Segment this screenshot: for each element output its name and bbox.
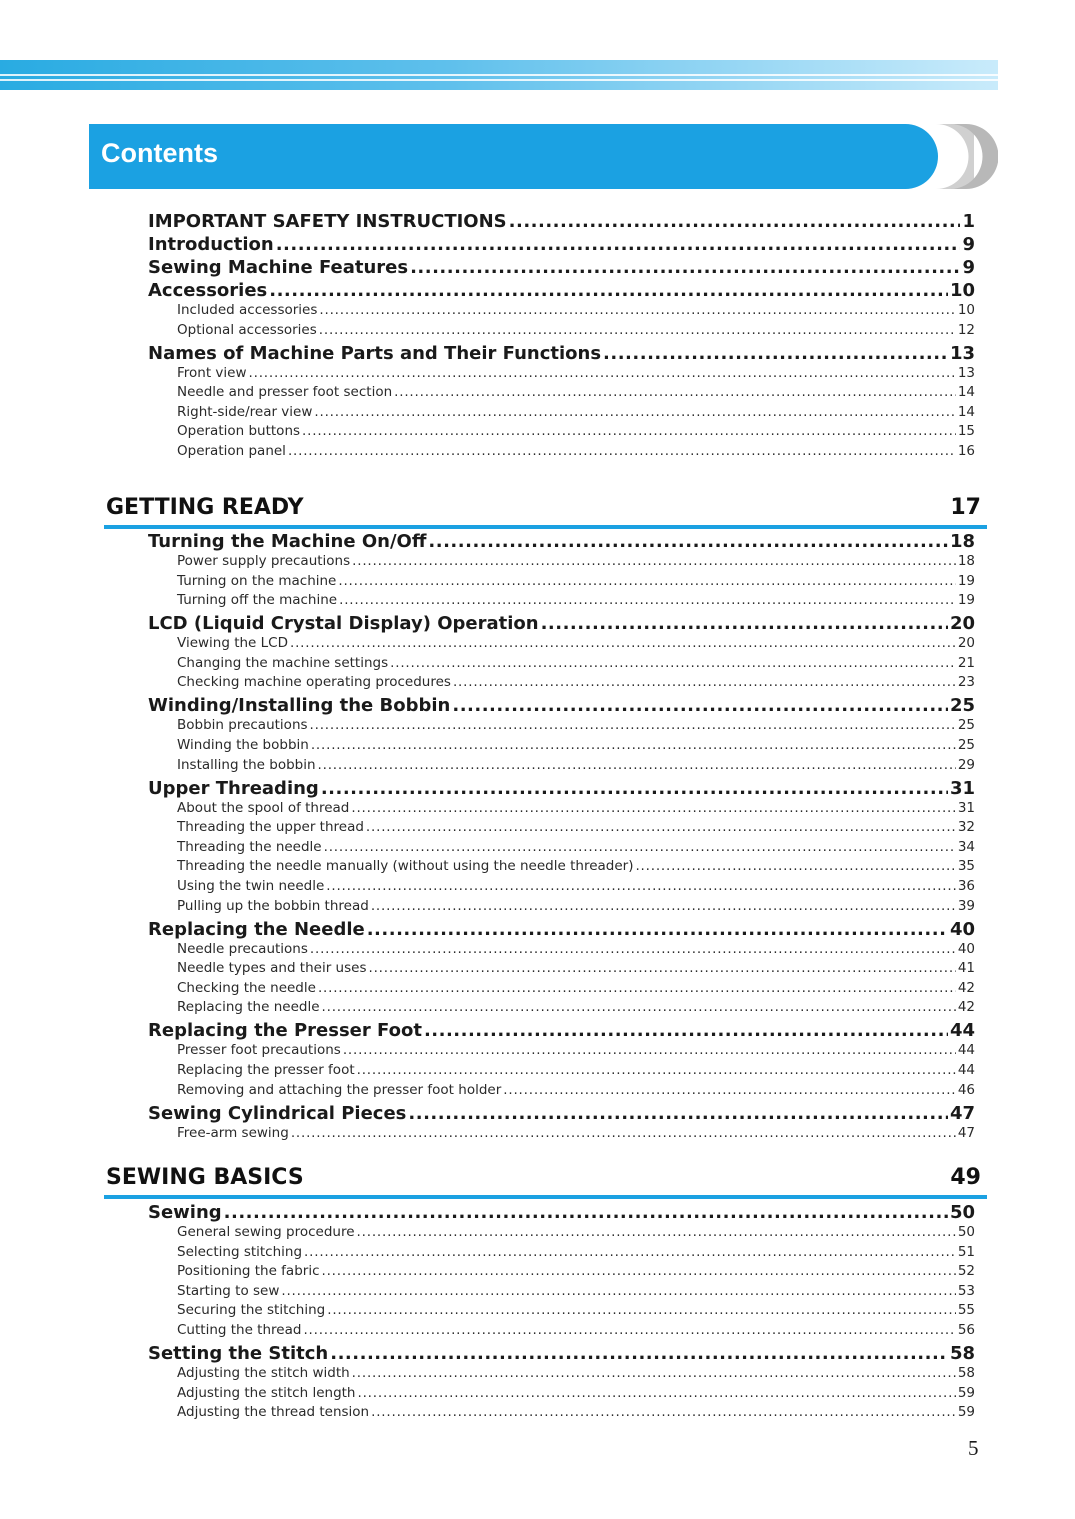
- toc-dot-leader: [371, 1404, 956, 1420]
- toc-entry-sub[interactable]: [177, 1404, 975, 1423]
- toc-entry-sub[interactable]: [177, 1365, 975, 1384]
- toc-entry-sub[interactable]: [177, 322, 975, 341]
- toc-dot-leader: [269, 280, 948, 301]
- toc-entry-page: 29: [957, 756, 975, 773]
- toc-dot-leader: [357, 1062, 956, 1078]
- toc-entry-label: Starting to sew: [177, 1282, 280, 1299]
- toc-entry-page: 31: [949, 777, 975, 799]
- toc-entry-sub[interactable]: [177, 1385, 975, 1404]
- toc-entry-page: 19: [957, 572, 975, 589]
- toc-entry-page: 12: [957, 321, 975, 338]
- toc-entry-page: 32: [957, 819, 975, 836]
- toc-entry-sub[interactable]: [177, 365, 975, 384]
- toc-entry-label: Bobbin precautions: [177, 717, 308, 734]
- toc-entry-main[interactable]: [148, 1343, 975, 1366]
- toc-entry-sub[interactable]: [177, 573, 975, 592]
- toc-entry-sub[interactable]: [177, 443, 975, 462]
- toc-entry-page: 25: [957, 717, 975, 734]
- toc-entry-main[interactable]: [148, 778, 975, 801]
- toc-dot-leader: [367, 919, 948, 940]
- toc-dot-leader: [318, 757, 956, 773]
- toc-dot-leader: [424, 1020, 948, 1041]
- toc-dot-leader: [351, 800, 955, 816]
- toc-entry-page: 58: [957, 1365, 975, 1381]
- toc-entry-page: 31: [957, 799, 975, 816]
- toc-entry-label: Accessories: [148, 280, 268, 301]
- toc-entry-sub[interactable]: [177, 1042, 975, 1061]
- toc-dot-leader: [357, 1224, 956, 1240]
- toc-entry-label: Securing the stitching: [177, 1302, 326, 1319]
- toc-entry-label: Threading the needle: [177, 838, 322, 855]
- toc-dot-leader: [319, 302, 955, 318]
- section-title: GETTING READY: [106, 495, 304, 520]
- toc-dot-leader: [338, 573, 955, 589]
- toc-entry-sub[interactable]: [177, 999, 975, 1018]
- toc-entry-label: Winding the bobbin: [177, 737, 309, 753]
- toc-entry-main[interactable]: [148, 1020, 975, 1043]
- toc-entry-sub[interactable]: [177, 819, 975, 838]
- toc-dot-leader: [304, 1244, 956, 1260]
- toc-entry-sub[interactable]: [177, 1224, 975, 1243]
- toc-entry-main[interactable]: [148, 531, 975, 554]
- toc-entry-label: IMPORTANT SAFETY INSTRUCTIONS: [148, 211, 507, 232]
- toc-entry-label: Free-arm sewing: [177, 1124, 289, 1141]
- toc-dot-leader: [635, 858, 955, 874]
- header-stripe: [0, 74, 998, 76]
- toc-entry-page: 14: [957, 403, 975, 420]
- toc-entry-page: 42: [957, 999, 975, 1016]
- toc-entry-page: 35: [957, 858, 975, 875]
- toc-entry-label: Upper Threading: [148, 777, 319, 799]
- toc-entry-label: Replacing the Needle: [148, 918, 365, 940]
- toc-entry-label: General sewing procedure: [177, 1224, 355, 1240]
- toc-entry-label: Adjusting the stitch length: [177, 1384, 356, 1401]
- toc-entry-page: 42: [957, 979, 975, 996]
- toc-entry-label: About the spool of thread: [177, 799, 350, 816]
- toc-dot-leader: [352, 553, 956, 569]
- toc-dot-leader: [276, 234, 961, 255]
- toc-entry-page: 20: [949, 613, 975, 635]
- toc-dot-leader: [390, 655, 956, 671]
- toc-entry-sub[interactable]: [177, 960, 975, 979]
- toc-entry-label: Included accessories: [177, 302, 318, 318]
- toc-entry-label: Needle precautions: [177, 940, 308, 957]
- toc-entry-main[interactable]: [148, 257, 975, 280]
- toc-entry-page: 15: [957, 423, 975, 440]
- toc-entry-page: 58: [949, 1343, 975, 1364]
- toc-entry-main[interactable]: [148, 280, 975, 303]
- toc-entry-label: Threading the upper thread: [177, 819, 364, 836]
- toc-dot-leader: [330, 1343, 948, 1364]
- toc-entry-sub[interactable]: [177, 898, 975, 917]
- toc-entry-page: 10: [957, 302, 975, 318]
- section-page: 49: [950, 1165, 981, 1190]
- toc-entry-sub[interactable]: [177, 635, 975, 654]
- toc-dot-leader: [288, 443, 956, 459]
- toc-dot-leader: [310, 941, 956, 957]
- toc-entry-label: Checking the needle: [177, 979, 316, 996]
- toc-entry-label: Turning on the machine: [177, 572, 337, 589]
- toc-entry-label: Presser foot precautions: [177, 1042, 341, 1059]
- toc-entry-page: 25: [949, 695, 975, 717]
- toc-entry-main[interactable]: [148, 1202, 975, 1225]
- toc-entry-sub[interactable]: [177, 757, 975, 776]
- toc-entry-sub[interactable]: [177, 592, 975, 611]
- toc-dot-leader: [281, 1283, 955, 1299]
- toc-dot-leader: [318, 980, 956, 996]
- toc-entry-label: Operation panel: [177, 443, 286, 459]
- toc-entry-main[interactable]: [148, 1103, 975, 1126]
- toc-dot-leader: [410, 257, 960, 278]
- toc-dot-leader: [321, 778, 948, 799]
- toc-entry-sub[interactable]: [177, 1244, 975, 1263]
- toc-entry-page: 14: [957, 384, 975, 401]
- toc-entry-sub[interactable]: [177, 1082, 975, 1101]
- toc-entry-sub[interactable]: [177, 553, 975, 572]
- toc-entry-page: 9: [962, 234, 975, 255]
- toc-entry-label: Needle and presser foot section: [177, 384, 393, 401]
- toc-entry-label: Sewing Machine Features: [148, 257, 409, 278]
- toc-entry-page: 18: [957, 553, 975, 569]
- toc-entry-page: 51: [957, 1243, 975, 1260]
- toc-dot-leader: [319, 322, 956, 338]
- toc-entry-label: Adjusting the thread tension: [177, 1404, 370, 1421]
- toc-entry-sub[interactable]: [177, 674, 975, 693]
- toc-dot-leader: [302, 423, 956, 439]
- toc-dot-leader: [541, 613, 948, 634]
- toc-entry-page: 53: [957, 1282, 975, 1299]
- toc-dot-leader: [352, 1365, 956, 1381]
- toc-entry-sub[interactable]: [177, 717, 975, 736]
- toc-entry-main[interactable]: [148, 343, 975, 366]
- toc-entry-label: Optional accessories: [177, 321, 317, 338]
- toc-entry-sub[interactable]: [177, 655, 975, 674]
- toc-entry-label: Front view: [177, 364, 247, 381]
- toc-entry-label: Pulling up the bobbin thread: [177, 897, 369, 914]
- toc-entry-page: 13: [949, 342, 975, 364]
- toc-entry-label: Winding/Installing the Bobbin: [148, 695, 451, 717]
- toc-entry-sub[interactable]: [177, 1263, 975, 1282]
- toc-dot-leader: [343, 1042, 956, 1058]
- toc-entry-main[interactable]: [148, 919, 975, 942]
- toc-entry-page: 23: [957, 674, 975, 691]
- toc-entry-label: Turning off the machine: [177, 592, 338, 609]
- toc-entry-sub[interactable]: [177, 1283, 975, 1302]
- toc-dot-leader: [310, 717, 956, 733]
- toc-entry-page: 46: [957, 1081, 975, 1098]
- toc-dot-leader: [394, 384, 956, 400]
- toc-entry-page: 40: [949, 918, 975, 940]
- toc-entry-sub[interactable]: [177, 1062, 975, 1081]
- toc-dot-leader: [428, 531, 948, 552]
- section-title: SEWING BASICS: [106, 1165, 304, 1190]
- toc-entry-sub[interactable]: [177, 1125, 975, 1144]
- toc-entry-sub[interactable]: [177, 1302, 975, 1321]
- toc-entry-sub[interactable]: [177, 980, 975, 999]
- toc-entry-label: Sewing Cylindrical Pieces: [148, 1102, 407, 1124]
- toc-entry-label: Viewing the LCD: [177, 635, 288, 652]
- section-heading: [106, 488, 981, 520]
- toc-entry-page: 50: [949, 1202, 975, 1223]
- toc-entry-page: 16: [957, 443, 975, 459]
- toc-entry-label: Positioning the fabric: [177, 1263, 320, 1280]
- toc-entry-label: Replacing the needle: [177, 999, 320, 1016]
- toc-dot-leader: [339, 592, 956, 608]
- toc-entry-page: 36: [957, 878, 975, 894]
- toc-entry-label: Needle types and their uses: [177, 960, 367, 977]
- toc-entry-page: 18: [949, 531, 975, 552]
- toc-dot-leader: [291, 1125, 956, 1141]
- toc-dot-leader: [326, 878, 956, 894]
- toc-entry-label: Threading the needle manually (without using the needle threader): [177, 858, 634, 875]
- toc-entry-label: Introduction: [148, 234, 274, 255]
- toc-entry-page: 1: [962, 211, 975, 232]
- toc-entry-label: Changing the machine settings: [177, 654, 389, 671]
- toc-entry-label: Adjusting the stitch width: [177, 1365, 350, 1381]
- toc-entry-label: Sewing: [148, 1202, 222, 1223]
- toc-dot-leader: [408, 1103, 948, 1124]
- toc-entry-label: Removing and attaching the presser foot holder: [177, 1081, 502, 1098]
- toc-entry-page: 47: [949, 1102, 975, 1124]
- toc-entry-main[interactable]: [148, 234, 975, 257]
- section-rule: [104, 1195, 987, 1199]
- toc-entry-label: Turning the Machine On/Off: [148, 531, 427, 552]
- toc-entry-sub[interactable]: [177, 737, 975, 756]
- toc-entry-page: 44: [957, 1062, 975, 1078]
- toc-entry-page: 41: [957, 960, 975, 977]
- toc-entry-label: Names of Machine Parts and Their Functions: [148, 342, 602, 364]
- toc-dot-leader: [503, 1082, 956, 1098]
- toc-entry-sub[interactable]: [177, 878, 975, 897]
- toc-entry-page: 44: [949, 1020, 975, 1042]
- toc-dot-leader: [290, 635, 956, 651]
- title-banner: [89, 124, 938, 189]
- header-gradient-bar: [0, 60, 998, 90]
- toc-entry-page: 44: [957, 1042, 975, 1059]
- toc-entry-page: 59: [957, 1384, 975, 1401]
- toc-dot-leader: [322, 1263, 956, 1279]
- toc-entry-sub[interactable]: [177, 423, 975, 442]
- toc-entry-label: Checking machine operating procedures: [177, 674, 451, 691]
- toc-dot-leader: [314, 404, 955, 420]
- toc-entry-label: Selecting stitching: [177, 1243, 303, 1260]
- toc-entry-page: 20: [957, 635, 975, 652]
- toc-entry-sub[interactable]: [177, 858, 975, 877]
- header-stripe: [0, 79, 998, 81]
- toc-entry-label: Power supply precautions: [177, 553, 351, 569]
- toc-entry-page: 59: [957, 1404, 975, 1421]
- section-rule: [104, 525, 987, 529]
- section-heading: [106, 1158, 981, 1190]
- toc-entry-page: 56: [957, 1322, 975, 1338]
- toc-entry-sub[interactable]: [177, 1322, 975, 1341]
- toc-entry-main[interactable]: [148, 613, 975, 636]
- toc-entry-sub[interactable]: [177, 384, 975, 403]
- toc-entry-page: 50: [957, 1224, 975, 1240]
- toc-entry-label: Replacing the presser foot: [177, 1062, 355, 1078]
- toc-entry-page: 55: [957, 1302, 975, 1319]
- toc-entry-sub[interactable]: [177, 302, 975, 321]
- toc-dot-leader: [509, 211, 961, 232]
- page-title: Contents: [101, 138, 218, 168]
- toc-entry-page: 47: [957, 1124, 975, 1141]
- toc-entry-page: 9: [962, 257, 975, 278]
- toc-entry-sub[interactable]: [177, 839, 975, 858]
- toc-dot-leader: [249, 365, 956, 381]
- toc-entry-sub[interactable]: [177, 800, 975, 819]
- toc-entry-main[interactable]: [148, 695, 975, 718]
- toc-entry-page: 39: [957, 897, 975, 914]
- toc-entry-page: 10: [949, 280, 975, 301]
- toc-dot-leader: [311, 737, 956, 753]
- toc-dot-leader: [358, 1385, 956, 1401]
- toc-entry-label: Right-side/rear view: [177, 403, 313, 420]
- toc-dot-leader: [603, 343, 948, 364]
- page-number: 5: [968, 1436, 979, 1460]
- toc-dot-leader: [324, 839, 956, 855]
- toc-entry-main[interactable]: [148, 211, 975, 234]
- toc-entry-page: 34: [957, 838, 975, 855]
- crescent-decoration-icon: [940, 124, 998, 189]
- toc-dot-leader: [453, 674, 956, 690]
- toc-entry-page: 52: [957, 1263, 975, 1280]
- toc-entry-sub[interactable]: [177, 404, 975, 423]
- toc-entry-label: Cutting the thread: [177, 1322, 302, 1338]
- toc-entry-page: 19: [957, 592, 975, 609]
- toc-dot-leader: [371, 898, 956, 914]
- section-page: 17: [950, 495, 981, 520]
- toc-dot-leader: [322, 999, 956, 1015]
- toc-dot-leader: [224, 1202, 948, 1223]
- toc-entry-page: 13: [957, 364, 975, 381]
- toc-entry-label: Replacing the Presser Foot: [148, 1020, 422, 1042]
- toc-entry-page: 21: [957, 654, 975, 671]
- toc-dot-leader: [366, 819, 956, 835]
- toc-entry-sub[interactable]: [177, 941, 975, 960]
- toc-dot-leader: [452, 695, 948, 716]
- toc-entry-label: Operation buttons: [177, 423, 301, 440]
- toc-entry-label: Setting the Stitch: [148, 1343, 329, 1364]
- toc-dot-leader: [303, 1322, 955, 1338]
- toc-entry-label: LCD (Liquid Crystal Display) Operation: [148, 613, 539, 635]
- toc-entry-label: Using the twin needle: [177, 878, 325, 894]
- toc-entry-label: Installing the bobbin: [177, 756, 316, 773]
- toc-dot-leader: [327, 1302, 956, 1318]
- toc-entry-page: 40: [957, 940, 975, 957]
- toc-dot-leader: [368, 960, 955, 976]
- toc-entry-page: 25: [957, 737, 975, 753]
